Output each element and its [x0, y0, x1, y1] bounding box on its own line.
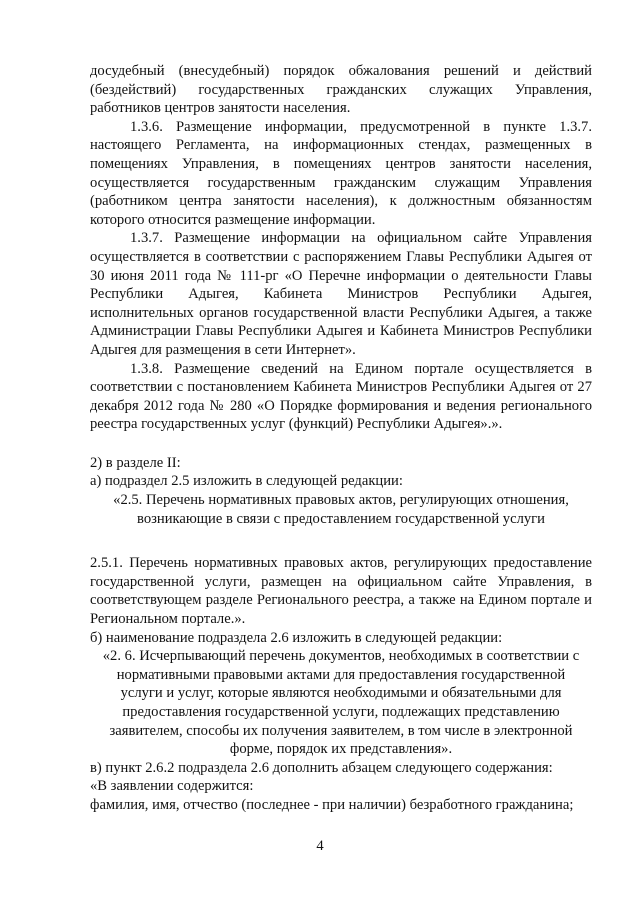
paragraph-subsection-2-5-intro: а) подраздел 2.5 изложить в следующей редакции:	[90, 473, 403, 490]
paragraph-2-6-2-intro: в) пункт 2.6.2 подраздела 2.6 дополнить абзацем следующего содержания:	[90, 759, 553, 776]
paragraph-1-3-6: 1.3.6. Размещение информации, предусмотренной в пункте 1.3.7. настоящего Регламента, на информационных стендах, размещенных в помещениях Управления, в помещениях центров занятости населения, осуществляется государственным гражданским служащим Управления (работником центра занятости населения), к должностным обязанностям которого относится размещение информации.	[90, 118, 592, 228]
paragraph-1-3-7: 1.3.7. Размещение информации на официальном сайте Управления осуществляется в соответствии с распоряжением Главы Республики Адыгея от 30 июня 2011 года № 111-рг «О Перечне информации о деятельности Главы Республики Адыгея, Кабинета Министров Республики Адыгея, исполнительных органов государственной власти Республики Адыгея, а также Администрации Главы Республики Адыгея и Кабинета Министров Республики Адыгея для размещения в сети Интернет».	[90, 230, 592, 358]
heading-2-5: «2.5. Перечень нормативных правовых актов, регулирующих отношения, возникающие в связи с предоставлением государственной услуги	[113, 492, 569, 527]
heading-2-6: «2. 6. Исчерпывающий перечень документов, необходимых в соответствии с нормативными правовыми актами для предоставления государственной услуги и услуг, которые являются необходимыми и обязательными для предоставления государственной услуги, подлежащих представлению заявителем, способы их получения заявителем, в том числе в электронной форме, порядок их представления».	[102, 648, 580, 758]
paragraph-application-contains: «В заявлении содержится:	[90, 778, 254, 795]
paragraph-appeal-procedure: досудебный (внесудебный) порядок обжалования решений и действий (бездействий) государственных гражданских служащих Управления, работников центров занятости населения.	[90, 63, 592, 117]
paragraph-1-3-8: 1.3.8. Размещение сведений на Едином портале осуществляется в соответствии с постановлением Кабинета Министров Республики Адыгея от 27 декабря 2012 года № 280 «О Порядке формирования и ведения регионального реестра государственных услуг (функций) Республики Адыгея».».	[90, 360, 592, 433]
document-body	[90, 62, 592, 815]
paragraph-section-ii: 2) в разделе II:	[90, 454, 181, 471]
paragraph-applicant-name: фамилия, имя, отчество (последнее - при наличии) безработного гражданина;	[90, 796, 574, 813]
paragraph-subsection-2-6-intro: б) наименование подраздела 2.6 изложить в следующей редакции:	[90, 629, 503, 646]
page-number: 4	[316, 838, 324, 854]
paragraph-2-5-1: 2.5.1. Перечень нормативных правовых актов, регулирующих предоставление государственной услуги, размещен на официальном сайте Управления, в соответствующем разделе Регионального реестра, а также на Едином портале и Региональном портале.».	[90, 555, 592, 628]
